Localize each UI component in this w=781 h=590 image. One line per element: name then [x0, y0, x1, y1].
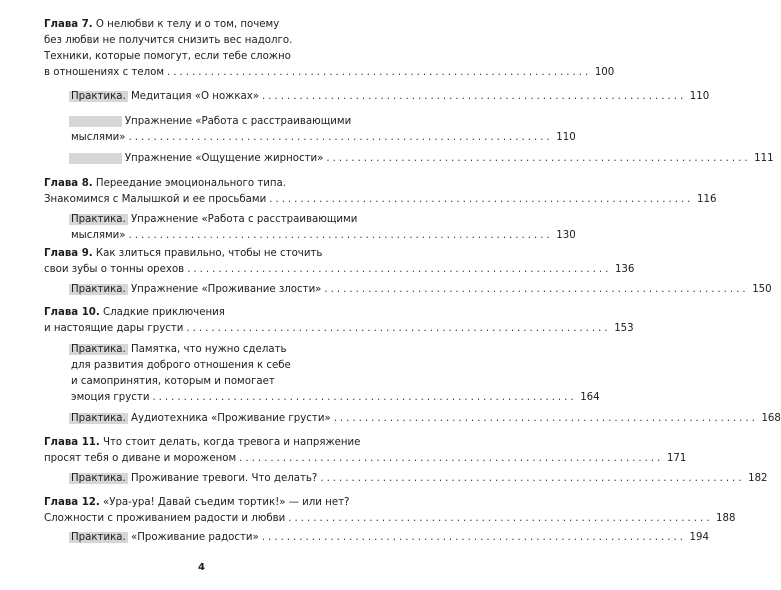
page-ref: 182 — [748, 473, 768, 484]
page-ref: 171 — [666, 453, 687, 464]
practice-title-line: «Проживание радости» — [130, 532, 259, 543]
chapter-title-line: «Ура-ура! Давай съедим тортик!» — или нет? — [103, 497, 350, 508]
page-ref: 130 — [556, 230, 576, 241]
page-ref: 164 — [580, 392, 600, 403]
page-ref: 188 — [716, 513, 736, 524]
practice-label: Практика. — [71, 214, 126, 225]
practice-title-line: Упражнение «Ощущение жирности» — [124, 153, 324, 164]
practice-label: Практика. — [71, 344, 126, 355]
table-of-contents — [44, 0, 781, 590]
practice-label: Практика. — [71, 91, 126, 102]
page-ref: 168 — [761, 413, 781, 424]
toc-practice — [71, 151, 774, 167]
leader-dots: .................................................................... — [128, 230, 553, 241]
practice-title-line: Упражнение «Проживание злости» — [130, 284, 322, 295]
chapter-title-line: Что стоит делать, когда тревога и напряжение — [103, 437, 361, 448]
chapter-label: Глава 12. — [44, 497, 100, 508]
chapter-title-line: О нелюбви к телу и о том, почему — [95, 19, 280, 30]
practice-title-line: мыслями» — [71, 132, 126, 143]
chapter-title-line: свои зубы о тонны орехов — [44, 264, 185, 275]
page-ref: 110 — [689, 91, 710, 102]
page-ref: 194 — [689, 532, 709, 543]
practice-title-line: Проживание тревоги. Что делать? — [130, 473, 318, 484]
practice-title-line: для развития доброго отношения к себе — [71, 360, 291, 371]
toc-chapter-10 — [44, 305, 634, 337]
practice-label: Практика. — [71, 284, 126, 295]
practice-title-line: эмоция грусти — [71, 392, 150, 403]
chapter-title-line: Как злиться правильно, чтобы не сточить — [95, 248, 323, 259]
toc-chapter-11 — [44, 435, 687, 467]
page-ref: 110 — [556, 132, 576, 143]
leader-dots: .................................................................... — [262, 91, 687, 102]
leader-dots: .................................................................... — [269, 194, 694, 205]
chapter-title-line: просят тебя о диване и мороженом — [44, 453, 237, 464]
leader-dots: .................................................................... — [186, 323, 611, 334]
page-ref: 111 — [754, 153, 774, 164]
leader-dots: .................................................................... — [239, 453, 664, 464]
practice-title-line: и самопринятия, которым и помогает — [71, 376, 275, 387]
toc-practice — [71, 89, 710, 105]
chapter-label: Глава 10. — [44, 307, 100, 318]
practice-label: Практика. — [71, 413, 126, 424]
leader-dots: .................................................................... — [320, 473, 745, 484]
toc-practice — [71, 471, 768, 487]
practice-title-line: мыслями» — [71, 230, 126, 241]
chapter-label: Глава 11. — [44, 437, 100, 448]
chapter-title-line: Сладкие приключения — [103, 307, 225, 318]
chapter-title-line: Переедание эмоционального типа. — [95, 178, 287, 189]
chapter-label: Глава 9. — [44, 248, 93, 259]
leader-dots: .................................................................... — [326, 153, 751, 164]
leader-dots: .................................................................... — [261, 532, 686, 543]
toc-chapter-8 — [44, 176, 717, 208]
practice-title-line: Аудиотехника «Проживание грусти» — [130, 413, 331, 424]
practice-label: Практика. — [71, 473, 126, 484]
practice-title-line: Упражнение «Работа с расстраивающими — [130, 214, 358, 225]
toc-practice — [71, 530, 709, 546]
practice-title-line: Упражнение «Работа с расстраивающими — [124, 116, 352, 127]
practice-label-highlight: ​ — [71, 116, 120, 127]
practice-label-highlight: ​ — [71, 153, 120, 164]
chapter-title-line: и настоящие дары грусти — [44, 323, 184, 334]
chapter-title-line: в отношениях с телом — [44, 67, 165, 78]
leader-dots: .................................................................... — [324, 284, 749, 295]
chapter-title-line: Техники, которые помогут, если тебе сложно — [44, 51, 291, 62]
leader-dots: .................................................................... — [333, 413, 758, 424]
chapter-title-line: без любви не получится снизить вес надолго. — [44, 35, 293, 46]
chapter-title-line: Знакомимся с Малышкой и ее просьбами — [44, 194, 267, 205]
toc-practice — [71, 411, 781, 427]
toc-chapter-12 — [44, 495, 736, 527]
toc-practice — [71, 114, 576, 146]
leader-dots: .................................................................... — [152, 392, 577, 403]
toc-chapter-7 — [44, 17, 615, 81]
leader-dots: .................................................................... — [288, 513, 713, 524]
leader-dots: .................................................................... — [187, 264, 612, 275]
chapter-label: Глава 8. — [44, 178, 93, 189]
practice-label: Практика. — [71, 532, 126, 543]
leader-dots: .................................................................... — [128, 132, 553, 143]
page-number: 4 — [198, 562, 205, 573]
leader-dots: .................................................................... — [167, 67, 592, 78]
practice-title-line: Памятка, что нужно сделать — [130, 344, 287, 355]
chapter-title-line: Сложности с проживанием радости и любви — [44, 513, 286, 524]
chapter-label: Глава 7. — [44, 19, 93, 30]
toc-practice — [71, 342, 600, 406]
page-ref: 116 — [696, 194, 717, 205]
toc-practice — [71, 282, 772, 298]
toc-chapter-9 — [44, 246, 635, 278]
page-ref: 150 — [752, 284, 772, 295]
page-ref: 100 — [594, 67, 615, 78]
page-ref: 153 — [614, 323, 634, 334]
toc-practice — [71, 212, 576, 244]
practice-title-line: Медитация «О ножках» — [130, 91, 260, 102]
page-ref: 136 — [614, 264, 635, 275]
